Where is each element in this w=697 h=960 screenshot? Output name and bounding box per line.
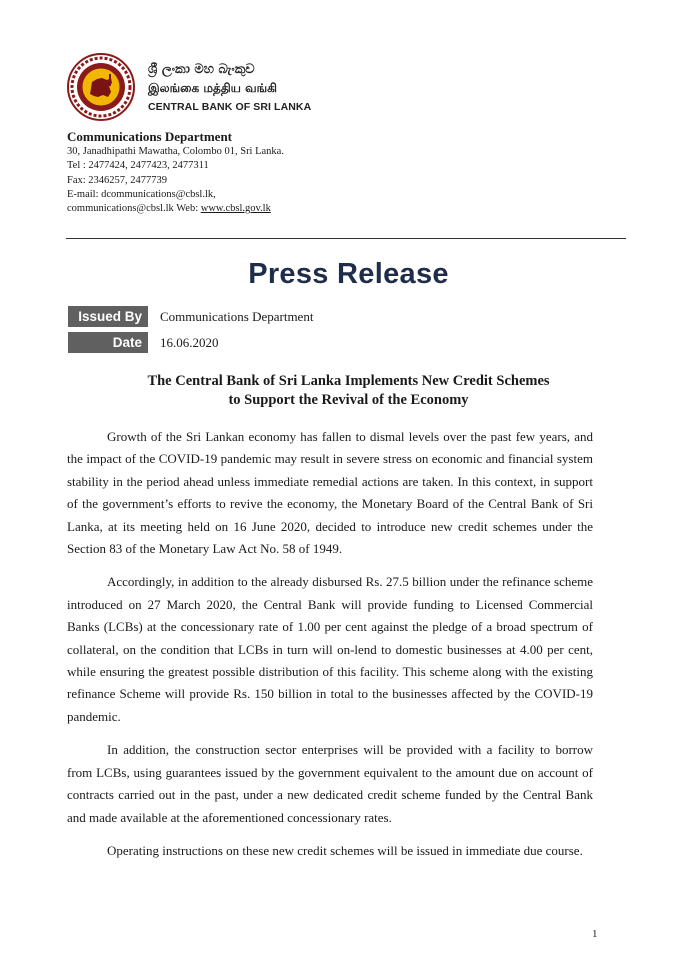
email-address: communications@cbsl.lk Web: [67,203,201,215]
telephone-line: Tel : 2477424, 2477423, 2477311 [67,160,209,172]
department-heading: Communications Department [67,129,233,144]
bank-name-tamil: இலங்கை மத்திய வங்கி [148,81,277,95]
page-number: 1 [592,928,598,940]
paragraph-4: Operating instructions on these new credit schemes will be issued in immediate due course. [107,842,583,858]
fax-line: Fax: 2346257, 2477739 [67,174,168,186]
contact-block [67,128,284,216]
headline [0,372,697,410]
address-line: 30, Janadhipathi Mawatha, Colombo 01, Sri Lanka. [67,146,284,157]
email-web-line [67,202,284,216]
bank-name-sinhala: ශ්‍රී ලංකා මහ බැංකුව [148,62,255,77]
date-row [68,332,219,353]
central-bank-emblem-icon [66,52,136,122]
website-link[interactable]: www.cbsl.gov.lk [200,203,271,215]
issued-by-label: Issued By [68,306,148,327]
date-value: 16.06.2020 [160,334,219,350]
headline-line-1: The Central Bank of Sri Lanka Implements New Credit Schemes [147,373,550,389]
page-title: Press Release [248,258,449,290]
paragraph-1: Growth of the Sri Lankan economy has fallen to dismal levels over the past few years, and the impact of the COVID-19 pandemic may result in severe stress on economic and financial system stability in the period ahead unless immediate remedial actions are taken. In this context, in support of the government’s efforts to revive the economy, the Monetary Board of the Central Bank of Sri Lanka, at its meeting held on 16 June 2020, decided to introduce new credit schemes under the Section 83 of the Monetary Law Act No. 58 of 1949. [67,429,593,557]
date-label: Date [68,332,148,353]
paragraph-2: Accordingly, in addition to the already disbursed Rs. 27.5 billion under the refinance scheme introduced on 27 March 2020, the Central Bank will provide funding to Licensed Commercial Banks (LCBs) at the concessionary rate of 1.00 per cent against the pledge of a broad spectrum of collateral, on the condition that LCBs in turn will on-lend to domestic businesses at 4.00 per cent, while ensuring the greatest possible distribution of this facility. This scheme along with the existing refinance Scheme will provide Rs. 150 billion in total to the businesses affected by the COVID-19 pandemic. [67,574,593,724]
issued-by-row [68,306,313,327]
paragraph-3: In addition, the construction sector enterprises will be provided with a facility to borrow from LCBs, using guarantees issued by the government equivalent to the amount due on account of contracts carried out in the past, under a new dedicated credit scheme funded by the Central Bank and made available at the aforementioned concessionary rates. [67,742,593,825]
header-divider [66,238,626,239]
issued-by-value: Communications Department [160,308,314,324]
bank-name-block [148,60,311,116]
headline-line-2: to Support the Revival of the Economy [228,392,469,408]
email-line: E-mail: dcommunications@cbsl.lk, [67,188,216,200]
bank-name-english: CENTRAL BANK OF SRI LANKA [148,101,312,113]
body-text [67,426,593,873]
